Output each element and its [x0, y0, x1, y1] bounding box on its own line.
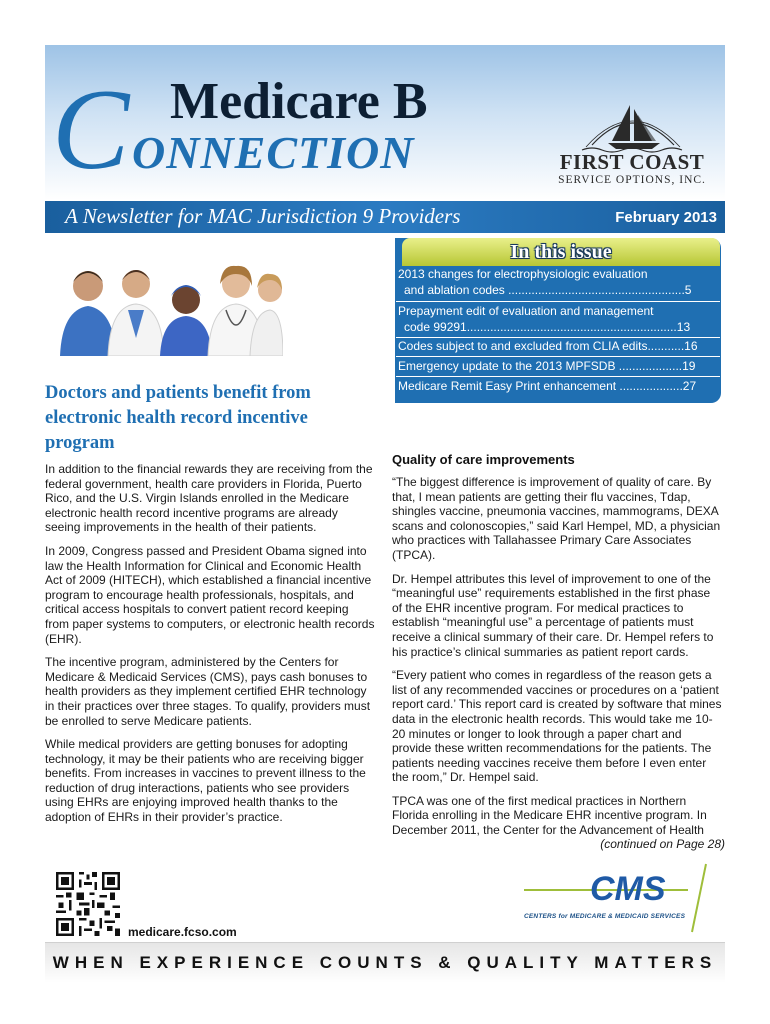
- issue-item-line: and ablation codes .....................................................5: [404, 283, 692, 297]
- article-paragraph: In addition to the financial rewards they are receiving from the federal government, health care providers in Florida, Puerto Rico, and the U.S. Virgin Islands enrolled in the Medicare electronic health record incentive programs are already seeing improvements in the health of their patients.: [45, 462, 373, 535]
- article-paragraph: “Every patient who comes in regardless of the reason gets a list of any recommended vaccines or procedures on a ‘patient report card.’ This report card is created by software that mines data in the electronic health records. This would take me 10-20 minutes or longer to look through a paper chart and provide these written recommendations for the patients. The patients needing vaccines receive them before I even enter the room,” Dr. Hempel said.: [392, 668, 722, 785]
- masthead-title: Medicare B: [170, 73, 428, 130]
- qr-code-icon[interactable]: [56, 872, 120, 936]
- issue-item[interactable]: [398, 303, 715, 335]
- masthead-title-connection: ONNECTION: [132, 127, 415, 178]
- issue-item-line: Emergency update to the 2013 MPFSDB ...................19: [398, 359, 696, 373]
- article-paragraph: TPCA was one of the first medical practices in Northern Florida enrolling in the Medicare EHR incentive program. In December 2011, the Center for the Advancement of Health: [392, 793, 707, 838]
- masthead-big-letter: C: [52, 66, 128, 194]
- article-paragraph: Dr. Hempel attributes this level of improvement to one of the “meaningful use” requirements established in the first phase of the EHR incentive program. For medical practices to establish “meaningful use” a percentage of patients must receive a clinical summary of their care. Dr. Hempel refers to his practice’s clinical summaries as patient report cards.: [392, 571, 714, 659]
- issue-item-line: Prepayment edit of evaluation and management: [398, 304, 654, 318]
- continued-link[interactable]: (continued on Page 28): [600, 837, 725, 851]
- article-paragraph: While medical providers are getting bonuses for adopting technology, it may be their patients who are receiving bigger benefits. From increases in vaccines to prevent illness to the reduction of drug interactions, patients who see providers using EHRs are enjoying improved health thanks to the adoption of EHRs in their provider’s practice.: [45, 737, 366, 825]
- issue-item-line: 2013 changes for electrophysiologic evaluation: [398, 267, 648, 281]
- issue-item-line: Codes subject to and excluded from CLIA edits...........16: [398, 339, 698, 353]
- section-heading: Quality of care improvements: [392, 452, 575, 467]
- issue-item[interactable]: [398, 338, 715, 354]
- article-paragraph: “The biggest difference is improvement of quality of care. By that, I mean patients are getting their flu vaccines, Tdap, shingles vaccine, pneumonia vaccines, mammograms, DEXA scans and colonoscopies,” said Karl Hempel, MD, a physician who practices with Tallahassee Primary Care Associates (TPCA).: [392, 475, 721, 562]
- footer-tagline: WHEN EXPERIENCE COUNTS & QUALITY MATTERS: [52, 953, 718, 972]
- cms-logo-icon: [520, 860, 720, 935]
- issue-item[interactable]: [398, 358, 715, 374]
- in-this-issue-header: [402, 238, 720, 266]
- issue-item-line: code 99291...............................................................13: [404, 320, 691, 334]
- logo-name: FIRST COAST: [559, 150, 705, 174]
- article-paragraph: The incentive program, administered by the Centers for Medicare & Medicaid Services (CMS), pays cash bonuses to health providers as they implement certified EHR technology in their practices over three stages. To qualify, providers must be enrolled to serve Medicare patients.: [45, 655, 371, 728]
- cms-subtitle: CENTERS for MEDICARE & MEDICAID SERVICES: [524, 913, 686, 920]
- issue-divider: [396, 301, 720, 302]
- cms-wordmark: CMS: [590, 870, 666, 908]
- issue-divider: [396, 376, 720, 377]
- newsletter-subtitle: A Newsletter for MAC Jurisdiction 9 Providers: [65, 204, 461, 228]
- article-right-column: [392, 475, 722, 847]
- issue-item[interactable]: [398, 378, 715, 394]
- issue-item[interactable]: [398, 266, 715, 298]
- issue-date: February 2013: [615, 209, 717, 226]
- issue-divider: [396, 356, 720, 357]
- logo-subtitle: SERVICE OPTIONS, INC.: [558, 174, 706, 186]
- issue-item-line: Medicare Remit Easy Print enhancement ...................27: [398, 379, 697, 393]
- in-this-issue-title: In this issue: [510, 241, 612, 263]
- doctors-photo-image: [58, 248, 283, 356]
- article-title: Doctors and patients benefit from electronic health record incentive program: [45, 383, 311, 453]
- article-paragraph: In 2009, Congress passed and President Obama signed into law the Health Information for Clinical and Economic Health Act of 2009 (HITECH), which established a financial incentive program to encourage health professionals, hospitals, and critical access hospitals to convert patient record keeping from paper systems to computers, or electronic health records (EHR).: [45, 543, 375, 646]
- article-left-column: [45, 462, 375, 834]
- website-link[interactable]: medicare.fcso.com: [128, 925, 237, 939]
